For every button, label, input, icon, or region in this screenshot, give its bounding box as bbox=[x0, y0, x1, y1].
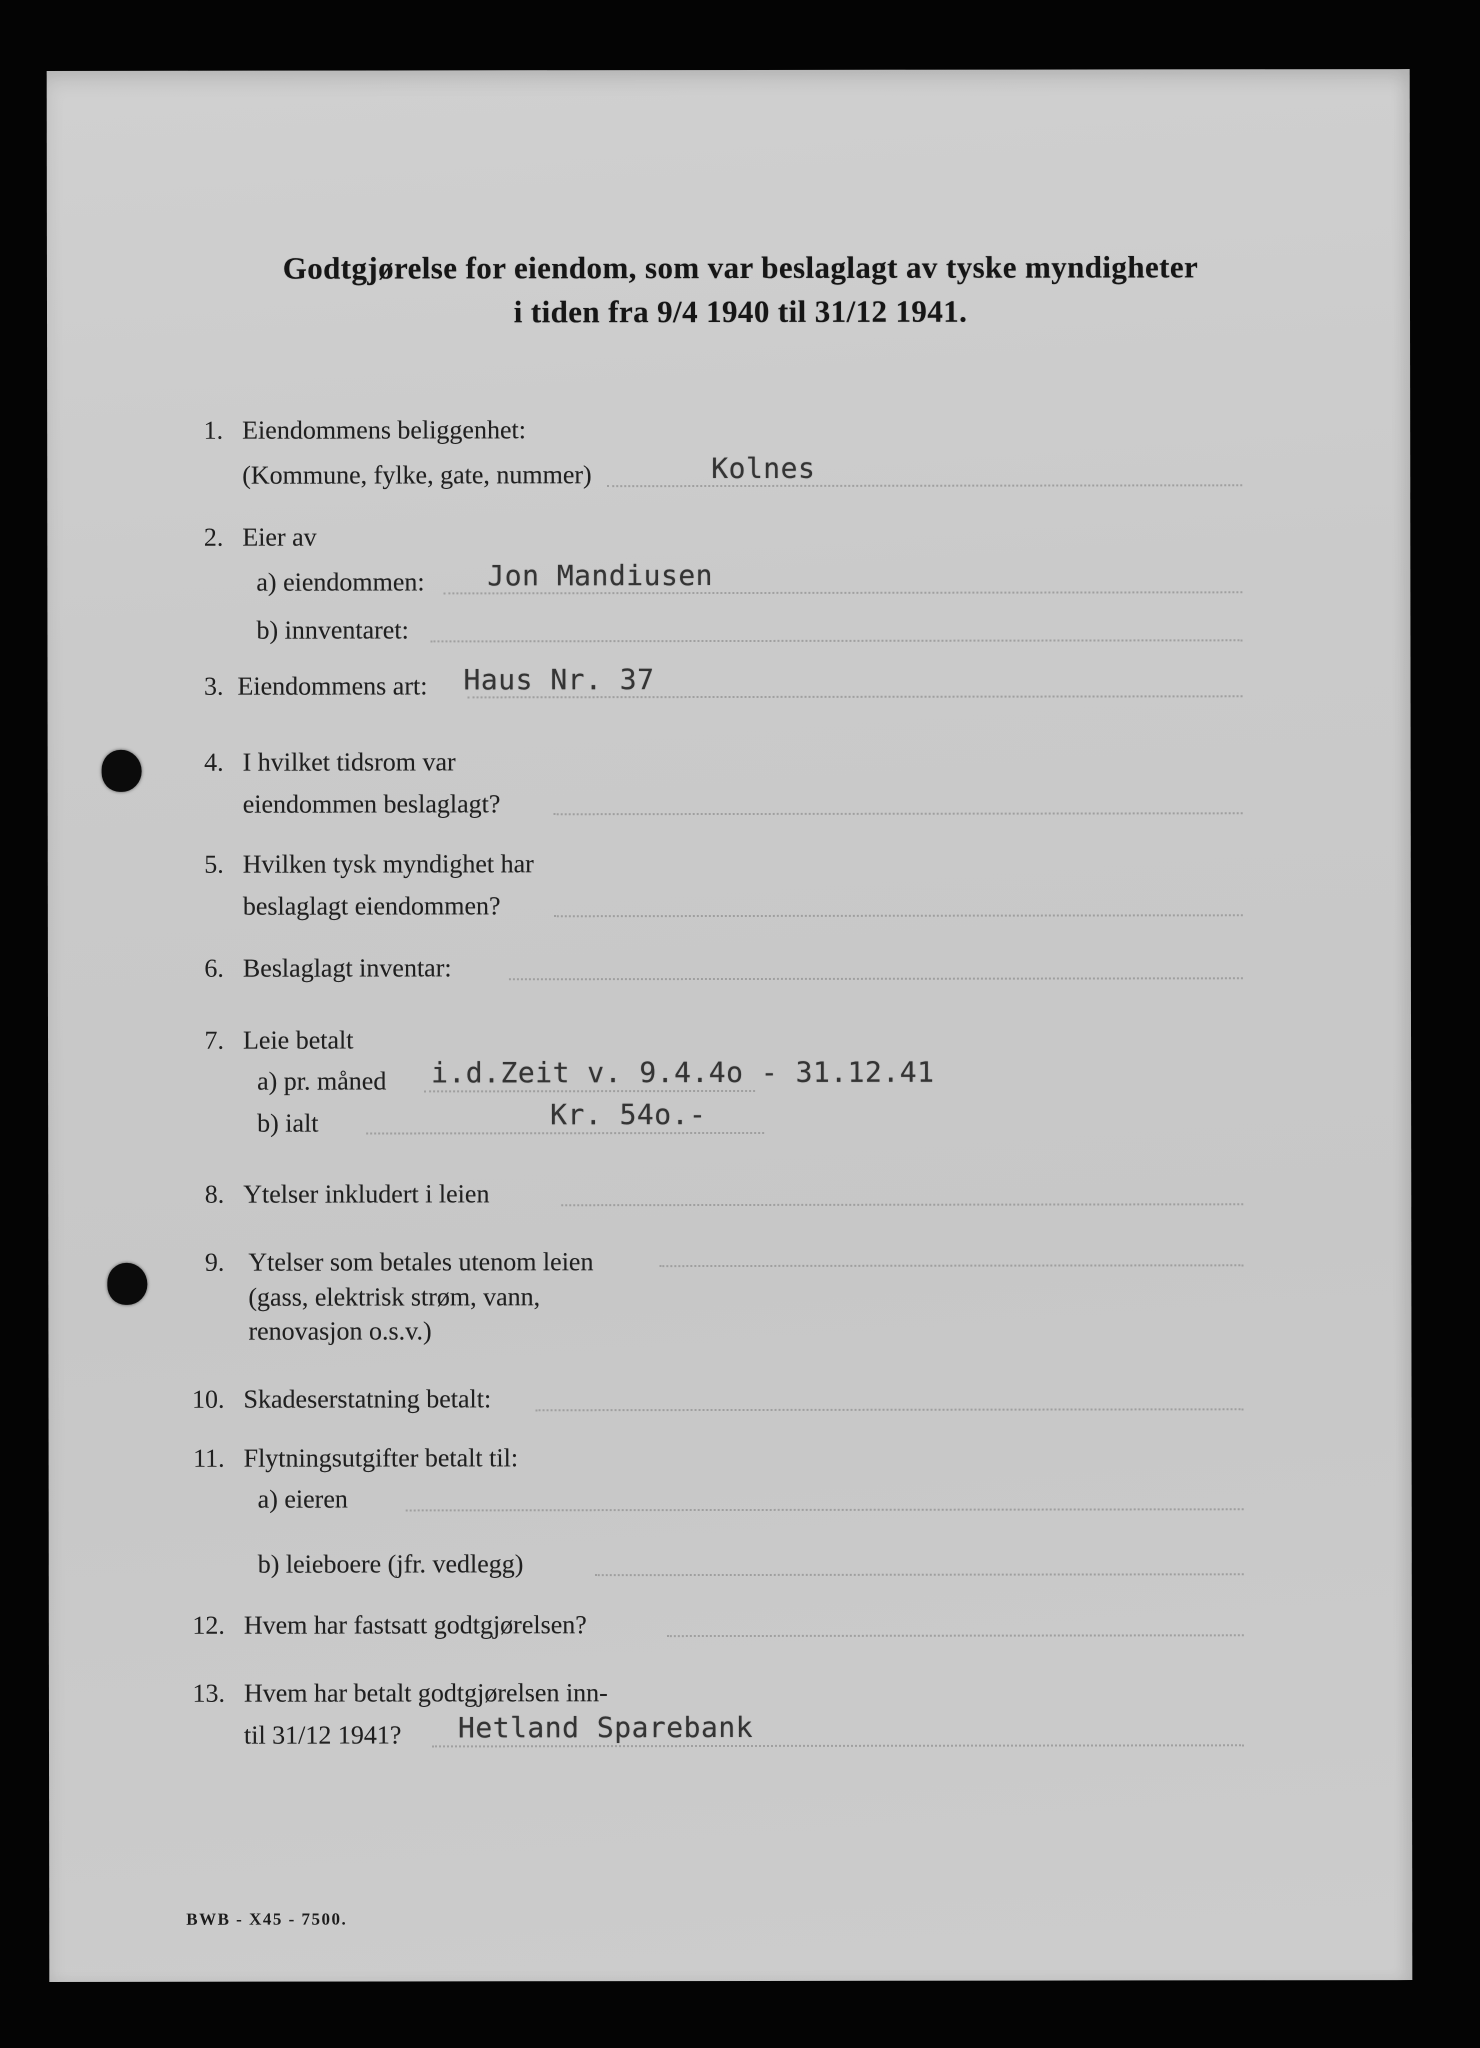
item-8-fill-line bbox=[561, 1203, 1243, 1206]
item-13-number: 13. bbox=[192, 1678, 225, 1708]
item-8-number: 8. bbox=[204, 1179, 225, 1209]
item-4-label-line-1: I hvilket tidsrom var bbox=[242, 747, 456, 777]
item-13-label-line-2: til 31/12 1941? bbox=[243, 1720, 402, 1750]
item-8-label: Ytelser inkludert i leien bbox=[243, 1179, 490, 1209]
item-7-number: 7. bbox=[204, 1025, 225, 1055]
item-13-label-line-1: Hvem har betalt godtgjørelsen inn- bbox=[243, 1678, 608, 1708]
item-1-number: 1. bbox=[203, 415, 224, 445]
item-10-label: Skadeserstatning betalt: bbox=[243, 1384, 492, 1414]
form-print-code: BWB - X45 - 7500. bbox=[186, 1909, 348, 1929]
form-title-line-1: Godtgjørelse for eiendom, som var beslaglagt av tyske myndigheter bbox=[282, 249, 1199, 286]
item-7b-typed-value: Kr. 54o.- bbox=[550, 1098, 707, 1132]
item-9-label-line-1: Ytelser som betales utenom leien bbox=[248, 1247, 594, 1277]
item-13-typed-value: Hetland Sparebank bbox=[457, 1710, 754, 1745]
item-1-fill-line bbox=[607, 484, 1242, 487]
item-1-label: Eiendommens beliggenhet: bbox=[242, 415, 526, 445]
item-2-number: 2. bbox=[203, 522, 224, 552]
item-9-label-line-3: renovasjon o.s.v.) bbox=[248, 1316, 432, 1346]
item-11b-label: b) leieboere (jfr. vedlegg) bbox=[257, 1549, 524, 1579]
item-2a-label: a) eiendommen: bbox=[256, 567, 425, 597]
item-5-number: 5. bbox=[204, 849, 224, 879]
item-5-fill-line bbox=[554, 914, 1243, 917]
item-13-fill-line bbox=[432, 1744, 1244, 1747]
item-12-fill-line bbox=[667, 1634, 1244, 1637]
item-9-number: 9. bbox=[204, 1247, 225, 1277]
item-2b-label: b) innventaret: bbox=[256, 615, 409, 645]
item-6-label: Beslaglagt inventar: bbox=[242, 953, 452, 983]
form-page bbox=[47, 69, 1413, 1982]
item-11a-fill-line bbox=[406, 1508, 1244, 1511]
item-4-fill-line bbox=[554, 812, 1243, 815]
item-9-label-line-2: (gass, elektrisk strøm, vann, bbox=[248, 1282, 541, 1312]
item-10-number: 10. bbox=[192, 1384, 225, 1414]
form-title-line-2: i tiden fra 9/4 1940 til 31/12 1941. bbox=[513, 293, 968, 330]
item-2b-fill-line bbox=[430, 639, 1242, 642]
item-4-label-line-2: eiendommen beslaglagt? bbox=[242, 789, 501, 819]
item-9-fill-line bbox=[659, 1264, 1243, 1267]
item-4-number: 4. bbox=[204, 747, 224, 777]
item-7a-typed-value: i.d.Zeit v. 9.4.4o - 31.12.41 bbox=[431, 1055, 935, 1090]
item-12-label: Hvem har fastsatt godtgjørelsen? bbox=[243, 1610, 587, 1640]
item-2a-typed-value: Jon Mandiusen bbox=[487, 559, 714, 593]
item-11a-label: a) eieren bbox=[257, 1484, 348, 1514]
item-3-typed-value: Haus Nr. 37 bbox=[463, 663, 655, 697]
item-7a-fill-line bbox=[424, 1090, 755, 1092]
item-5-label-line-1: Hvilken tysk myndighet har bbox=[242, 849, 534, 879]
item-3-label: Eiendommens art: bbox=[237, 671, 428, 701]
item-10-fill-line bbox=[536, 1408, 1244, 1411]
item-3-number: 3. bbox=[204, 671, 224, 701]
item-7b-label: b) ialt bbox=[257, 1108, 319, 1138]
item-11-number: 11. bbox=[193, 1443, 225, 1473]
item-11-label: Flytningsutgifter betalt til: bbox=[243, 1443, 519, 1473]
item-7-label: Leie betalt bbox=[242, 1025, 354, 1055]
item-11b-fill-line bbox=[595, 1573, 1244, 1576]
item-6-fill-line bbox=[509, 977, 1243, 980]
item-6-number: 6. bbox=[204, 953, 224, 983]
hole-punch-icon bbox=[107, 1263, 147, 1305]
item-2-label: Eier av bbox=[242, 522, 317, 552]
item-1-typed-value: Kolnes bbox=[711, 451, 816, 486]
item-7a-label: a) pr. måned bbox=[257, 1066, 387, 1096]
item-5-label-line-2: beslaglagt eiendommen? bbox=[242, 891, 501, 921]
item-1-sublabel: (Kommune, fylke, gate, nummer) bbox=[242, 460, 592, 490]
item-7b-fill-line bbox=[366, 1132, 764, 1135]
item-12-number: 12. bbox=[192, 1610, 225, 1640]
hole-punch-icon bbox=[102, 750, 142, 792]
